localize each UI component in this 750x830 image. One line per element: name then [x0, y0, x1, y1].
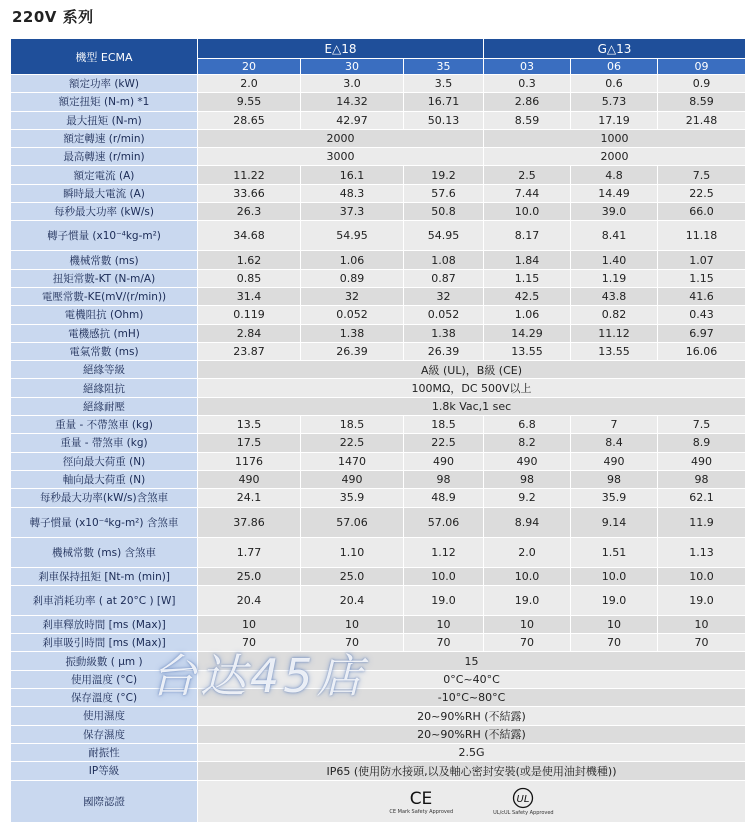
ce-mark-caption: CE Mark Safety Approved	[389, 808, 454, 815]
table-row	[11, 707, 746, 725]
table-row	[11, 148, 746, 166]
value-cell: 1.40	[571, 251, 658, 269]
value-cell: 26.3	[198, 203, 301, 221]
row-label: 耐振性	[11, 743, 198, 761]
table-row	[11, 221, 746, 251]
value-cell: 1.51	[571, 537, 658, 567]
row-label: 額定扭矩 (N-m) *1	[11, 93, 198, 111]
value-cell: 490	[198, 470, 301, 488]
row-label: 使用濕度	[11, 707, 198, 725]
value-cell: 57.6	[404, 184, 484, 202]
value-cell: 13.55	[571, 342, 658, 360]
value-cell: 13.5	[198, 416, 301, 434]
value-cell: 10.0	[658, 567, 746, 585]
value-cell: 48.3	[301, 184, 404, 202]
value-cell: 62.1	[658, 489, 746, 507]
table-row	[11, 452, 746, 470]
row-label: 扭矩常數-KT (N-m/A)	[11, 269, 198, 287]
table-row	[11, 166, 746, 184]
full-value-cell: A級 (UL)，B級 (CE)	[198, 361, 746, 379]
ce-mark-text: CE	[409, 788, 433, 808]
table-row	[11, 416, 746, 434]
row-label: 保存溫度 (°C)	[11, 689, 198, 707]
row-label: 振動級數 ( μm )	[11, 652, 198, 670]
row-label: 轉子慣量 (x10⁻⁴kg-m²) 含煞車	[11, 507, 198, 537]
value-cell: 1.08	[404, 251, 484, 269]
watermark: 台达45店	[150, 649, 367, 703]
table-row	[11, 689, 746, 707]
table-row	[11, 470, 746, 488]
row-label: 剎車吸引時間 [ms (Max)]	[11, 634, 198, 652]
value-cell: 70	[571, 634, 658, 652]
row-label: 絕緣阻抗	[11, 379, 198, 397]
value-cell: 1.38	[404, 324, 484, 342]
group-value-cell: 2000	[484, 148, 746, 166]
value-cell: 1.10	[301, 537, 404, 567]
spec-table	[10, 38, 746, 823]
table-row	[11, 251, 746, 269]
group-value-cell: 2000	[198, 129, 484, 147]
value-cell: 16.71	[404, 93, 484, 111]
table-row	[11, 780, 746, 822]
value-cell: 1.38	[301, 324, 404, 342]
value-cell: 70	[484, 634, 571, 652]
value-cell: 8.41	[571, 221, 658, 251]
value-cell: 1.84	[484, 251, 571, 269]
value-cell: 70	[404, 634, 484, 652]
row-label: 電機阻抗 (Ohm)	[11, 306, 198, 324]
value-cell: 31.4	[198, 287, 301, 305]
value-cell: 1.15	[658, 269, 746, 287]
value-cell: 1176	[198, 452, 301, 470]
full-value-cell: IP65 (使用防水接頭,以及軸心密封安裝(或是使用油封機種))	[198, 762, 746, 780]
value-cell: 98	[658, 470, 746, 488]
table-row	[11, 537, 746, 567]
value-cell: 70	[658, 634, 746, 652]
value-cell: 19.0	[404, 585, 484, 615]
table-row	[11, 397, 746, 415]
table-row	[11, 762, 746, 780]
table-row	[11, 184, 746, 202]
full-value-cell: 15	[198, 652, 746, 670]
value-cell: 28.65	[198, 111, 301, 129]
group-value-cell: 3000	[198, 148, 484, 166]
value-cell: 57.06	[404, 507, 484, 537]
row-label: 轉子慣量 (x10⁻⁴kg-m²)	[11, 221, 198, 251]
table-row	[11, 324, 746, 342]
value-cell: 11.18	[658, 221, 746, 251]
value-cell: 10.0	[404, 567, 484, 585]
row-label: 最大扭矩 (N-m)	[11, 111, 198, 129]
row-label: 電機感抗 (mH)	[11, 324, 198, 342]
value-cell: 17.5	[198, 434, 301, 452]
row-label: 剎車保持扭矩 [Nt-m (min)]	[11, 567, 198, 585]
value-cell: 20.4	[198, 585, 301, 615]
value-cell: 11.22	[198, 166, 301, 184]
full-value-cell: -10°C~80°C	[198, 689, 746, 707]
value-cell: 7.5	[658, 166, 746, 184]
value-cell: 19.2	[404, 166, 484, 184]
value-cell: 14.29	[484, 324, 571, 342]
value-cell: 1.19	[571, 269, 658, 287]
table-row	[11, 342, 746, 360]
value-cell: 10.0	[571, 567, 658, 585]
table-row	[11, 75, 746, 93]
table-row	[11, 129, 746, 147]
value-cell: 50.13	[404, 111, 484, 129]
value-cell: 48.9	[404, 489, 484, 507]
value-cell: 22.5	[658, 184, 746, 202]
value-cell: 21.48	[658, 111, 746, 129]
value-cell: 0.43	[658, 306, 746, 324]
value-cell: 57.06	[301, 507, 404, 537]
value-cell: 490	[658, 452, 746, 470]
value-cell: 1.07	[658, 251, 746, 269]
full-value-cell: 100MΩ，DC 500V以上	[198, 379, 746, 397]
value-cell: 14.49	[571, 184, 658, 202]
value-cell: 11.9	[658, 507, 746, 537]
value-cell: 66.0	[658, 203, 746, 221]
value-cell: 8.59	[484, 111, 571, 129]
value-cell: 9.55	[198, 93, 301, 111]
value-cell: 9.14	[571, 507, 658, 537]
table-row	[11, 489, 746, 507]
value-cell: 8.17	[484, 221, 571, 251]
full-value-cell: 20~90%RH (不結露)	[198, 725, 746, 743]
value-cell: 2.0	[198, 75, 301, 93]
row-label: 保存濕度	[11, 725, 198, 743]
value-cell: 7.5	[658, 416, 746, 434]
value-cell: 3.5	[404, 75, 484, 93]
value-cell: 10	[404, 615, 484, 633]
table-row	[11, 567, 746, 585]
value-cell: 34.68	[198, 221, 301, 251]
value-cell: 1.13	[658, 537, 746, 567]
row-label: 重量 - 不帶煞車 (kg)	[11, 416, 198, 434]
row-label: 電壓常數-KE(mV/(r/min))	[11, 287, 198, 305]
value-cell: 42.5	[484, 287, 571, 305]
value-cell: 5.73	[571, 93, 658, 111]
full-value-cell: 0°C~40°C	[198, 670, 746, 688]
value-cell: 0.82	[571, 306, 658, 324]
value-cell: 10	[658, 615, 746, 633]
ul-mark-icon	[493, 787, 553, 816]
value-cell: 50.8	[404, 203, 484, 221]
row-label: 最高轉速 (r/min)	[11, 148, 198, 166]
row-label: 額定功率 (kW)	[11, 75, 198, 93]
value-cell: 70	[301, 634, 404, 652]
table-row	[11, 434, 746, 452]
value-cell: 0.9	[658, 75, 746, 93]
model-col-header: 20	[198, 59, 301, 75]
value-cell: 8.94	[484, 507, 571, 537]
value-cell: 7.44	[484, 184, 571, 202]
value-cell: 2.86	[484, 93, 571, 111]
value-cell: 10	[301, 615, 404, 633]
value-cell: 490	[301, 470, 404, 488]
model-col-header: 06	[571, 59, 658, 75]
value-cell: 0.6	[571, 75, 658, 93]
value-cell: 1.77	[198, 537, 301, 567]
row-label: 絕緣等級	[11, 361, 198, 379]
value-cell: 9.2	[484, 489, 571, 507]
value-cell: 35.9	[571, 489, 658, 507]
group-header-g13: G△13	[484, 39, 746, 59]
value-cell: 2.0	[484, 537, 571, 567]
value-cell: 18.5	[404, 416, 484, 434]
table-row	[11, 725, 746, 743]
value-cell: 2.84	[198, 324, 301, 342]
full-value-cell: 2.5G	[198, 743, 746, 761]
value-cell: 8.59	[658, 93, 746, 111]
value-cell: 8.4	[571, 434, 658, 452]
value-cell: 13.55	[484, 342, 571, 360]
row-label: 額定電流 (A)	[11, 166, 198, 184]
value-cell: 10	[484, 615, 571, 633]
value-cell: 35.9	[301, 489, 404, 507]
value-cell: 19.0	[658, 585, 746, 615]
value-cell: 17.19	[571, 111, 658, 129]
row-label: 剎車消耗功率 ( at 20°C ) [W]	[11, 585, 198, 615]
value-cell: 22.5	[301, 434, 404, 452]
row-label: 絕緣耐壓	[11, 397, 198, 415]
value-cell: 8.9	[658, 434, 746, 452]
value-cell: 25.0	[301, 567, 404, 585]
value-cell: 0.3	[484, 75, 571, 93]
value-cell: 37.86	[198, 507, 301, 537]
certifications-cell	[198, 780, 746, 822]
row-label: 電氣常數 (ms)	[11, 342, 198, 360]
value-cell: 54.95	[301, 221, 404, 251]
value-cell: 33.66	[198, 184, 301, 202]
value-cell: 54.95	[404, 221, 484, 251]
row-label: 瞬時最大電流 (A)	[11, 184, 198, 202]
table-row	[11, 379, 746, 397]
value-cell: 18.5	[301, 416, 404, 434]
row-label: 國際認證	[11, 780, 198, 822]
value-cell: 11.12	[571, 324, 658, 342]
model-col-header: 35	[404, 59, 484, 75]
value-cell: 2.5	[484, 166, 571, 184]
value-cell: 16.1	[301, 166, 404, 184]
value-cell: 25.0	[198, 567, 301, 585]
value-cell: 19.0	[571, 585, 658, 615]
value-cell: 490	[484, 452, 571, 470]
value-cell: 23.87	[198, 342, 301, 360]
value-cell: 1.12	[404, 537, 484, 567]
table-row	[11, 615, 746, 633]
model-header: 機型 ECMA	[11, 39, 198, 75]
value-cell: 10.0	[484, 203, 571, 221]
table-row	[11, 652, 746, 670]
model-col-header: 09	[658, 59, 746, 75]
row-label: 每秒最大功率(kW/s)含煞車	[11, 489, 198, 507]
value-cell: 1470	[301, 452, 404, 470]
row-label: IP等級	[11, 762, 198, 780]
value-cell: 10	[571, 615, 658, 633]
value-cell: 22.5	[404, 434, 484, 452]
row-label: 機械常數 (ms)	[11, 251, 198, 269]
value-cell: 26.39	[404, 342, 484, 360]
value-cell: 43.8	[571, 287, 658, 305]
ul-mark-caption: UL/cUL Safety Approved	[493, 809, 554, 816]
table-row	[11, 670, 746, 688]
value-cell: 10.0	[484, 567, 571, 585]
value-cell: 0.052	[301, 306, 404, 324]
row-label: 每秒最大功率 (kW/s)	[11, 203, 198, 221]
value-cell: 8.2	[484, 434, 571, 452]
value-cell: 0.119	[198, 306, 301, 324]
value-cell: 490	[404, 452, 484, 470]
row-label: 軸向最大荷重 (N)	[11, 470, 198, 488]
group-value-cell: 1000	[484, 129, 746, 147]
value-cell: 1.15	[484, 269, 571, 287]
full-value-cell: 1.8k Vac,1 sec	[198, 397, 746, 415]
table-row	[11, 93, 746, 111]
value-cell: 0.85	[198, 269, 301, 287]
row-label: 額定轉速 (r/min)	[11, 129, 198, 147]
model-col-header: 03	[484, 59, 571, 75]
value-cell: 32	[301, 287, 404, 305]
table-row	[11, 269, 746, 287]
model-col-header: 30	[301, 59, 404, 75]
value-cell: 19.0	[484, 585, 571, 615]
value-cell: 0.052	[404, 306, 484, 324]
value-cell: 3.0	[301, 75, 404, 93]
ul-mark-text: UL	[516, 793, 530, 805]
row-label: 徑向最大荷重 (N)	[11, 452, 198, 470]
value-cell: 0.89	[301, 269, 404, 287]
value-cell: 70	[198, 634, 301, 652]
value-cell: 0.87	[404, 269, 484, 287]
value-cell: 98	[484, 470, 571, 488]
table-row	[11, 585, 746, 615]
row-label: 使用溫度 (°C)	[11, 670, 198, 688]
value-cell: 14.32	[301, 93, 404, 111]
value-cell: 32	[404, 287, 484, 305]
page-title: 220V 系列	[12, 8, 94, 26]
value-cell: 37.3	[301, 203, 404, 221]
value-cell: 7	[571, 416, 658, 434]
ce-mark-icon	[389, 788, 453, 815]
value-cell: 1.06	[484, 306, 571, 324]
table-row	[11, 287, 746, 305]
value-cell: 16.06	[658, 342, 746, 360]
value-cell: 6.8	[484, 416, 571, 434]
value-cell: 1.62	[198, 251, 301, 269]
table-row	[11, 743, 746, 761]
table-row	[11, 634, 746, 652]
value-cell: 39.0	[571, 203, 658, 221]
full-value-cell: 20~90%RH (不結露)	[198, 707, 746, 725]
row-label: 重量 - 帶煞車 (kg)	[11, 434, 198, 452]
group-header-e18: E△18	[198, 39, 484, 59]
table-row	[11, 111, 746, 129]
table-row	[11, 203, 746, 221]
value-cell: 6.97	[658, 324, 746, 342]
value-cell: 41.6	[658, 287, 746, 305]
value-cell: 26.39	[301, 342, 404, 360]
table-row	[11, 507, 746, 537]
table-row	[11, 306, 746, 324]
value-cell: 20.4	[301, 585, 404, 615]
row-label: 剎車釋放時間 [ms (Max)]	[11, 615, 198, 633]
row-label: 機械常數 (ms) 含煞車	[11, 537, 198, 567]
value-cell: 4.8	[571, 166, 658, 184]
value-cell: 24.1	[198, 489, 301, 507]
table-row	[11, 361, 746, 379]
value-cell: 42.97	[301, 111, 404, 129]
value-cell: 98	[571, 470, 658, 488]
value-cell: 10	[198, 615, 301, 633]
value-cell: 1.06	[301, 251, 404, 269]
value-cell: 490	[571, 452, 658, 470]
value-cell: 98	[404, 470, 484, 488]
